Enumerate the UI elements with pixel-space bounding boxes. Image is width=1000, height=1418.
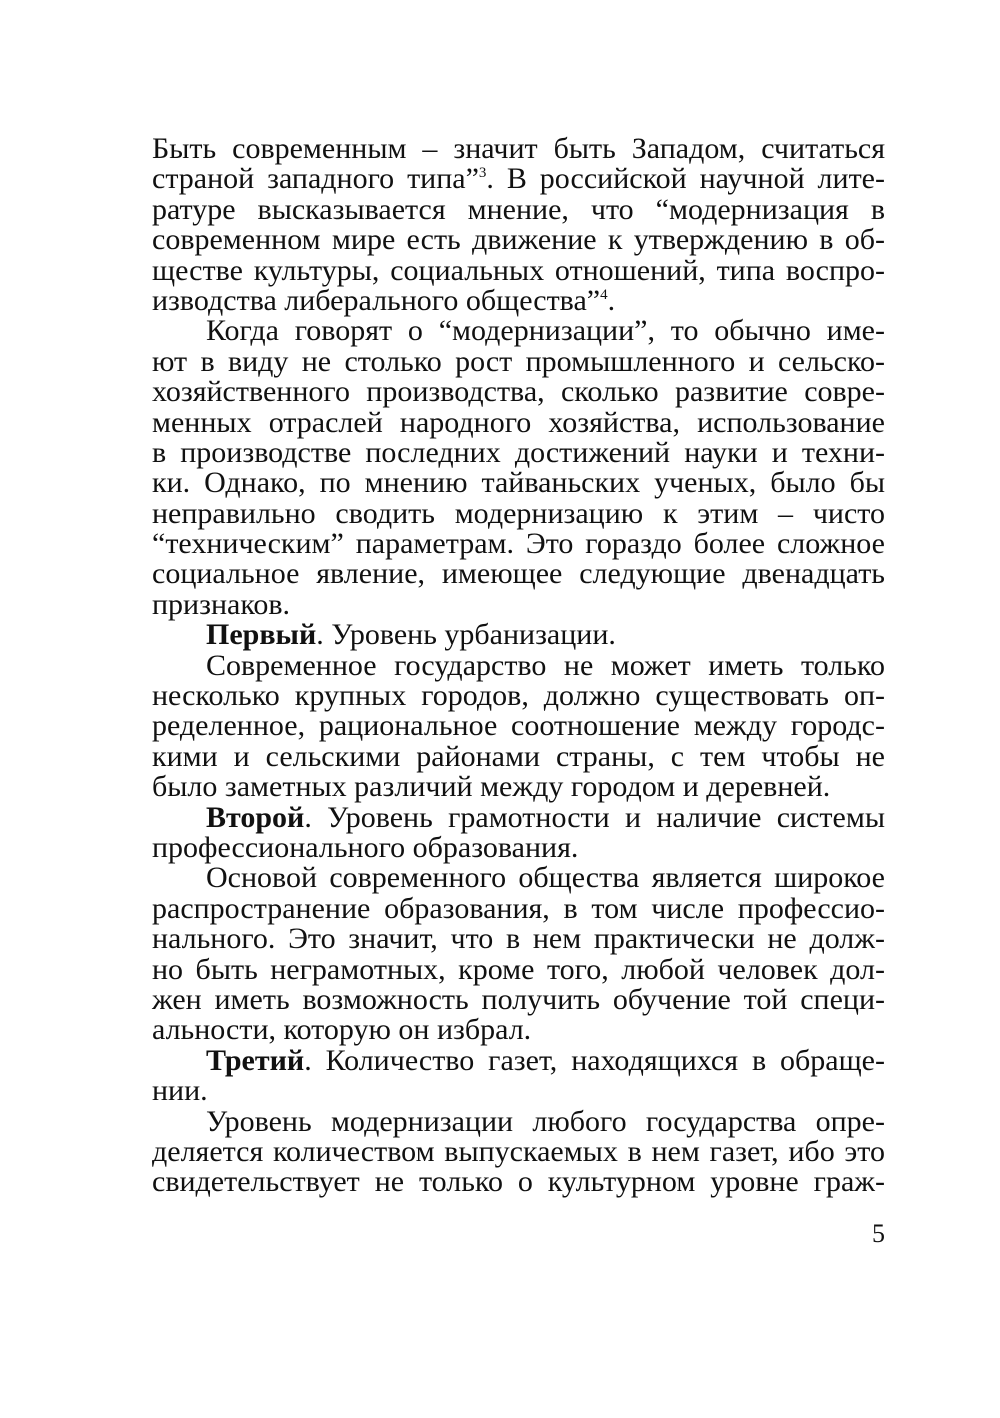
text-line: современном мире есть движение к утверждению в об- (152, 223, 885, 257)
text-line: ют в виду не столько рост промышленного и сельско- (152, 344, 885, 378)
text-line: “техническим” параметрам. Это гораздо более сложное (152, 527, 885, 561)
text-line: Быть современным – значит быть Западом, считаться (152, 132, 885, 165)
footnote-ref: 3 (478, 165, 487, 182)
text-line: свидетельствует не только о культурном уровне граж- (152, 1165, 885, 1199)
text-line: менных отраслей народного хозяйства, использование (152, 405, 885, 439)
text-line: страной западного типа”$^3$. В российской научной лите- (152, 162, 885, 196)
text-line: жен иметь возможность получить обучение той специ- (152, 982, 885, 1016)
text-line: кими и сельскими районами страны, с тем чтобы не (152, 739, 885, 773)
section-heading-line: Второй. Уровень грамотности и наличие системы (206, 800, 885, 834)
text-line: нии. (152, 1074, 208, 1108)
text-line: хозяйственного производства, сколько развитие совре- (152, 375, 885, 409)
page-number: 5 (872, 1219, 885, 1248)
text-line: распространение образования, в том числе профессио- (152, 891, 885, 925)
text-line: деляется количеством выпускаемых в нем газет, ибо это (152, 1134, 885, 1168)
text-line: признаков. (152, 587, 291, 621)
section-label: Третий (206, 1043, 305, 1077)
text-line: Уровень модернизации любого государства опре- (206, 1104, 885, 1138)
section-heading-line: Третий. Количество газет, находящихся в обраще- (206, 1043, 885, 1077)
section-label: Второй (206, 800, 305, 834)
body-text (152, 134, 885, 1198)
section-label: Первый (206, 618, 317, 652)
text-line: альности, которую он избрал. (152, 1013, 532, 1047)
text-line: Когда говорят о “модернизации”, то обычно име- (206, 314, 885, 348)
text-line: ки. Однако, по мнению тайваньских ученых, было бы (152, 466, 885, 500)
text-line: было заметных различий между городом и деревней. (152, 770, 831, 804)
text-line: Основой современного общества является широкое (206, 861, 885, 895)
text-line: ратуре высказывается мнение, что “модернизация в (152, 192, 885, 226)
text-line: изводства либерального общества”$^4$. (152, 283, 616, 317)
text-line: нального. Это значит, что в нем практически не долж- (152, 922, 885, 956)
text-line: в производстве последних достижений науки и техни- (152, 435, 885, 469)
text-line: ределенное, рациональное соотношение между городс- (152, 709, 885, 743)
text-line: ществе культуры, социальных отношений, типа воспро- (152, 253, 885, 287)
text-line: но быть неграмотных, кроме того, любой человек дол- (152, 952, 885, 986)
text-line: неправильно сводить модернизацию к этим – чисто (152, 496, 885, 530)
text-line: профессионального образования. (152, 830, 579, 864)
text-line: несколько крупных городов, должно существовать оп- (152, 679, 885, 713)
footnote-ref: 4 (600, 286, 608, 303)
text-line: социальное явление, имеющее следующие двенадцать (152, 557, 885, 591)
section-heading-line: Первый. Уровень урбанизации. (206, 618, 616, 652)
text-line: Современное государство не может иметь только (206, 648, 885, 682)
